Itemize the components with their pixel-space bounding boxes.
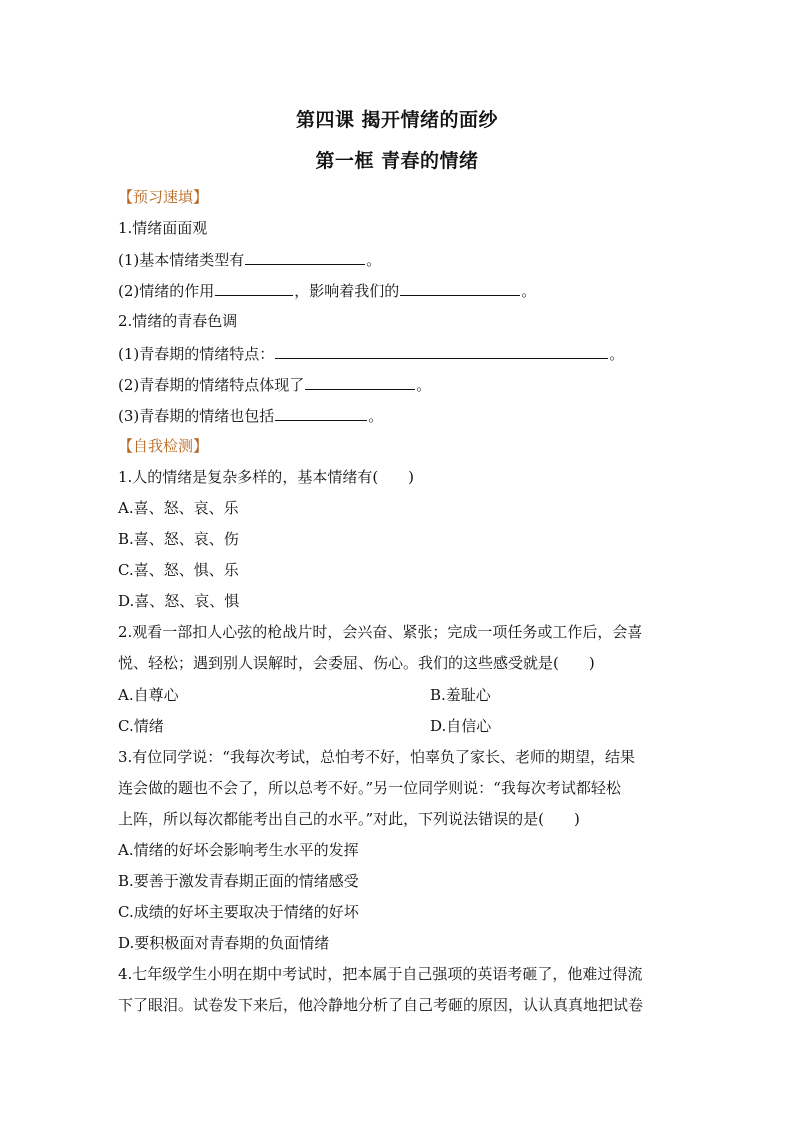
- preview-question-3: [118, 343, 624, 364]
- question-3-option-d[interactable]: D.要积极面对青春期的负面情绪: [118, 934, 330, 952]
- question-1-option-b[interactable]: B.喜、怒、哀、伤: [118, 530, 239, 548]
- question-4-stem-line-1: 4.七年级学生小明在期中考试时，把本属于自己强项的英语考砸了，他难过得流: [118, 965, 643, 983]
- question-text: ，影响着我们的: [294, 282, 400, 300]
- question-text: (3)青春期的情绪也包括: [118, 407, 275, 425]
- question-3-option-c[interactable]: C.成绩的好坏主要取决于情绪的好坏: [118, 903, 359, 921]
- question-punctuation: 。: [521, 282, 537, 300]
- question-punctuation: 。: [416, 376, 432, 394]
- question-3-stem-line-2: 连会做的题也不会了，所以总考不好。”另一位同学则说：“我每次考试都轻松: [118, 779, 621, 797]
- question-2-option-c[interactable]: C.情绪: [118, 717, 164, 735]
- selftest-heading: 【自我检测】: [118, 437, 209, 455]
- question-1-option-a[interactable]: A.喜、怒、哀、乐: [118, 499, 239, 517]
- question-punctuation: 。: [366, 251, 382, 269]
- question-3-option-a[interactable]: A.情绪的好坏会影响考生水平的发挥: [118, 841, 359, 859]
- question-text: (1)基本情绪类型有: [118, 251, 245, 269]
- question-punctuation: 。: [368, 407, 384, 425]
- question-text: (2)情绪的作用: [118, 282, 215, 300]
- question-3-option-b[interactable]: B.要善于激发青春期正面的情绪感受: [118, 872, 359, 890]
- fill-blank[interactable]: [275, 405, 367, 421]
- fill-blank[interactable]: [275, 343, 608, 359]
- lesson-title: 第四课 揭开情绪的面纱: [295, 109, 499, 131]
- preview-item-1: 1.情绪面面观: [118, 219, 208, 237]
- question-1-option-d[interactable]: D.喜、怒、哀、惧: [118, 592, 240, 610]
- preview-question-5: [118, 405, 383, 426]
- preview-item-2: 2.情绪的青春色调: [118, 312, 238, 330]
- preview-question-2: [118, 280, 536, 301]
- question-1-stem: 1.人的情绪是复杂多样的，基本情绪有( ): [118, 468, 415, 486]
- preview-question-1: [118, 249, 381, 270]
- question-3-stem-line-3: 上阵，所以每次都能考出自己的水平。”对此，下列说法错误的是( ): [118, 810, 580, 828]
- question-text: (1)青春期的情绪特点：: [118, 345, 275, 363]
- preview-heading: 【预习速填】: [118, 188, 209, 206]
- question-2-option-b[interactable]: B.羞耻心: [430, 686, 491, 704]
- fill-blank[interactable]: [305, 374, 415, 390]
- question-3-stem-line-1: 3.有位同学说：“我每次考试，总怕考不好，怕辜负了家长、老师的期望，结果: [118, 748, 635, 766]
- question-punctuation: 。: [609, 345, 625, 363]
- question-text: (2)青春期的情绪特点体现了: [118, 376, 305, 394]
- fill-blank[interactable]: [400, 280, 520, 296]
- question-2-option-d[interactable]: D.自信心: [430, 717, 492, 735]
- section-title: 第一框 青春的情绪: [315, 150, 479, 172]
- preview-question-4: [118, 374, 431, 395]
- question-1-option-c[interactable]: C.喜、怒、惧、乐: [118, 561, 239, 579]
- question-2-stem-line-2: 悦、轻松；遇到别人误解时，会委屈、伤心。我们的这些感受就是( ): [118, 654, 595, 672]
- fill-blank[interactable]: [245, 249, 365, 265]
- question-4-stem-line-2: 下了眼泪。试卷发下来后，他冷静地分析了自己考砸的原因，认认真真地把试卷: [118, 996, 644, 1014]
- fill-blank[interactable]: [215, 280, 293, 296]
- question-2-stem-line-1: 2.观看一部扣人心弦的枪战片时，会兴奋、紧张；完成一项任务或工作后，会喜: [118, 623, 643, 641]
- question-2-option-a[interactable]: A.自尊心: [118, 686, 179, 704]
